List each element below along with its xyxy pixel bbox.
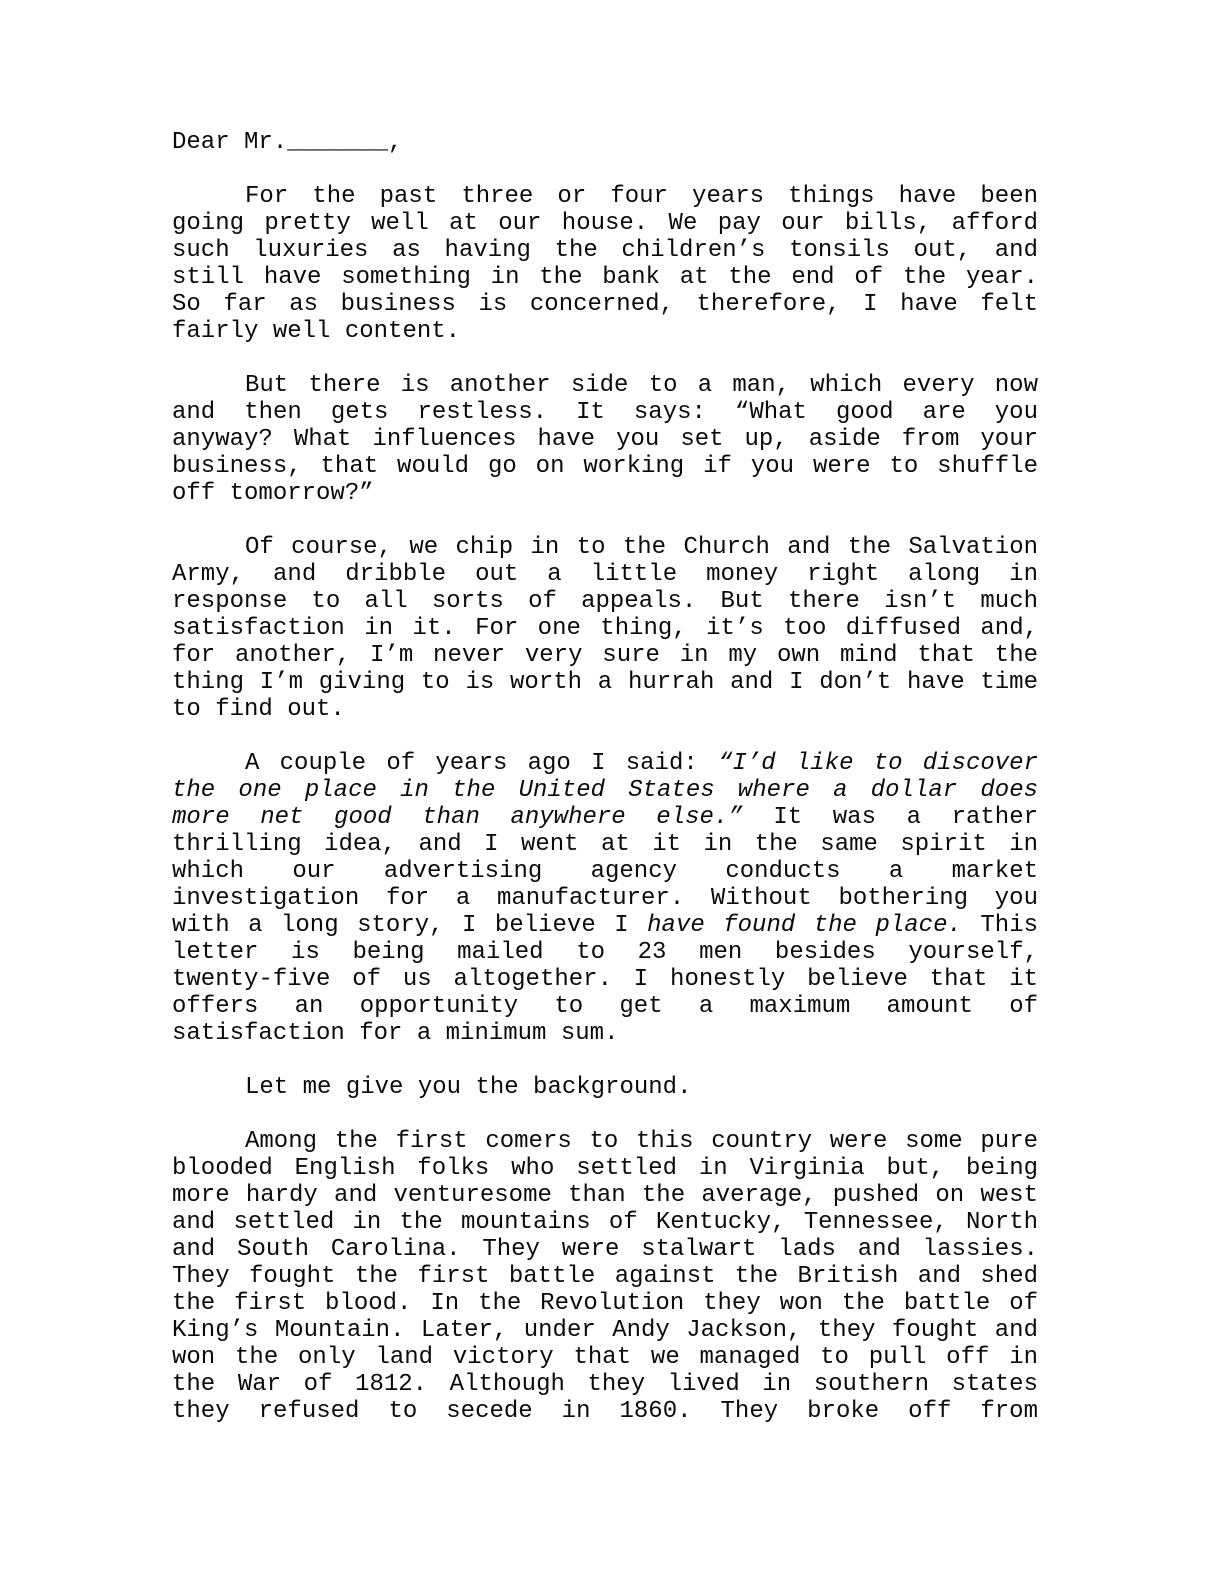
- text-line: [172, 588, 1038, 615]
- text-segment: won the only land victory that we managed to pull off in: [172, 1344, 1038, 1371]
- text-line: [172, 480, 1038, 507]
- text-line: [172, 264, 1038, 291]
- text-line: [172, 750, 1038, 777]
- text-line: [172, 453, 1038, 480]
- text-segment: blooded English folks who settled in Virginia but, being: [172, 1155, 1038, 1182]
- text-segment: Of course, we chip in to the Church and the Salvation: [245, 534, 1038, 561]
- salutation: [172, 129, 1038, 156]
- text-line: [172, 1074, 1038, 1101]
- text-line: [172, 237, 1038, 264]
- text-segment: satisfaction in it. For one thing, it’s too diffused and,: [172, 615, 1038, 642]
- text-line: [172, 318, 1038, 345]
- text-segment: they refused to secede in 1860. They broke off from: [172, 1398, 1038, 1425]
- text-segment: thrilling idea, and I went at it in the same spirit in: [172, 831, 1038, 858]
- text-line: [172, 939, 1038, 966]
- text-line: [172, 858, 1038, 885]
- text-line: [172, 1182, 1038, 1209]
- text-segment: anyway? What influences have you set up, aside from your: [172, 426, 1038, 453]
- text-line: [172, 1398, 1038, 1425]
- text-line: [172, 696, 1038, 723]
- paragraph: [172, 372, 1038, 507]
- text-segment: satisfaction for a minimum sum.: [172, 1020, 619, 1047]
- text-line: [172, 993, 1038, 1020]
- text-segment: Let me give you the background.: [245, 1074, 692, 1101]
- text-segment: going pretty well at our house. We pay our bills, afford: [172, 210, 1038, 237]
- paragraph: [172, 534, 1038, 723]
- text-line: [172, 426, 1038, 453]
- text-line: [172, 1128, 1038, 1155]
- text-line: [172, 210, 1038, 237]
- text-segment: such luxuries as having the children’s tonsils out, and: [172, 237, 1038, 264]
- text-line: [172, 1236, 1038, 1263]
- text-segment: still have something in the bank at the end of the year.: [172, 264, 1038, 291]
- text-line: [172, 1344, 1038, 1371]
- text-segment: twenty-five of us altogether. I honestly believe that it: [172, 966, 1038, 993]
- italic-text-segment: more net good than anywhere else.”: [172, 804, 743, 831]
- letter-body: [172, 183, 1038, 1425]
- text-segment: King’s Mountain. Later, under Andy Jackson, they fought and: [172, 1317, 1038, 1344]
- text-line: [172, 642, 1038, 669]
- text-segment: investigation for a manufacturer. Without bothering you: [172, 885, 1038, 912]
- text-line: [172, 291, 1038, 318]
- text-segment: offers an opportunity to get a maximum amount of: [172, 993, 1038, 1020]
- text-segment: off tomorrow?”: [172, 480, 374, 507]
- salutation-prefix: Dear Mr.: [172, 129, 288, 156]
- text-segment: So far as business is concerned, therefore, I have felt: [172, 291, 1038, 318]
- text-segment: Army, and dribble out a little money right along in: [172, 561, 1038, 588]
- text-segment: This: [961, 912, 1038, 939]
- text-segment: Among the first comers to this country were some pure: [245, 1128, 1038, 1155]
- text-line: [172, 615, 1038, 642]
- text-segment: For the past three or four years things have been: [245, 183, 1038, 210]
- text-segment: response to all sorts of appeals. But there isn’t much: [172, 588, 1038, 615]
- text-segment: and South Carolina. They were stalwart lads and lassies.: [172, 1236, 1038, 1263]
- text-segment: for another, I’m never very sure in my own mind that the: [172, 642, 1038, 669]
- text-line: [172, 399, 1038, 426]
- text-segment: thing I’m giving to is worth a hurrah and I don’t have time: [172, 669, 1038, 696]
- text-segment: They fought the first battle against the British and shed: [172, 1263, 1038, 1290]
- text-segment: letter is being mailed to 23 men besides yourself,: [172, 939, 1038, 966]
- text-line: [172, 1209, 1038, 1236]
- text-segment: the War of 1812. Although they lived in southern states: [172, 1371, 1038, 1398]
- text-segment: and then gets restless. It says: “What good are you: [172, 399, 1038, 426]
- text-segment: But there is another side to a man, which every now: [245, 372, 1038, 399]
- text-line: [172, 804, 1038, 831]
- text-segment: It was a rather: [742, 804, 1039, 831]
- text-segment: to find out.: [172, 696, 345, 723]
- italic-text-segment: have found the place.: [647, 912, 962, 939]
- paragraph: [172, 1128, 1038, 1425]
- text-line: [172, 561, 1038, 588]
- text-segment: more hardy and venturesome than the average, pushed on west: [172, 1182, 1038, 1209]
- text-line: [172, 885, 1038, 912]
- text-line: [172, 966, 1038, 993]
- text-line: [172, 831, 1038, 858]
- text-line: [172, 1371, 1038, 1398]
- text-line: [172, 1020, 1038, 1047]
- text-segment: and settled in the mountains of Kentucky, Tennessee, North: [172, 1209, 1038, 1236]
- paragraph: [172, 183, 1038, 345]
- text-segment: with a long story, I believe I: [172, 912, 648, 939]
- text-segment: business, that would go on working if you were to shuffle: [172, 453, 1038, 480]
- text-line: [172, 1155, 1038, 1182]
- text-line: [172, 372, 1038, 399]
- text-line: [172, 912, 1038, 939]
- italic-text-segment: the one place in the United States where a dollar does: [172, 777, 1038, 804]
- paragraph: [172, 1074, 1038, 1101]
- text-line: [172, 1263, 1038, 1290]
- paragraph: [172, 750, 1038, 1047]
- italic-text-segment: “I’d like to discover: [718, 750, 1038, 777]
- text-segment: the first blood. In the Revolution they won the battle of: [172, 1290, 1038, 1317]
- salutation-suffix: ,: [388, 129, 403, 156]
- text-line: [172, 183, 1038, 210]
- text-segment: fairly well content.: [172, 318, 461, 345]
- text-line: [172, 669, 1038, 696]
- text-segment: A couple of years ago I said:: [245, 750, 718, 777]
- text-line: [172, 1317, 1038, 1344]
- text-line: [172, 777, 1038, 804]
- text-segment: which our advertising agency conducts a market: [172, 858, 1038, 885]
- name-blank: _______: [287, 129, 389, 156]
- text-line: [172, 1290, 1038, 1317]
- text-line: [172, 534, 1038, 561]
